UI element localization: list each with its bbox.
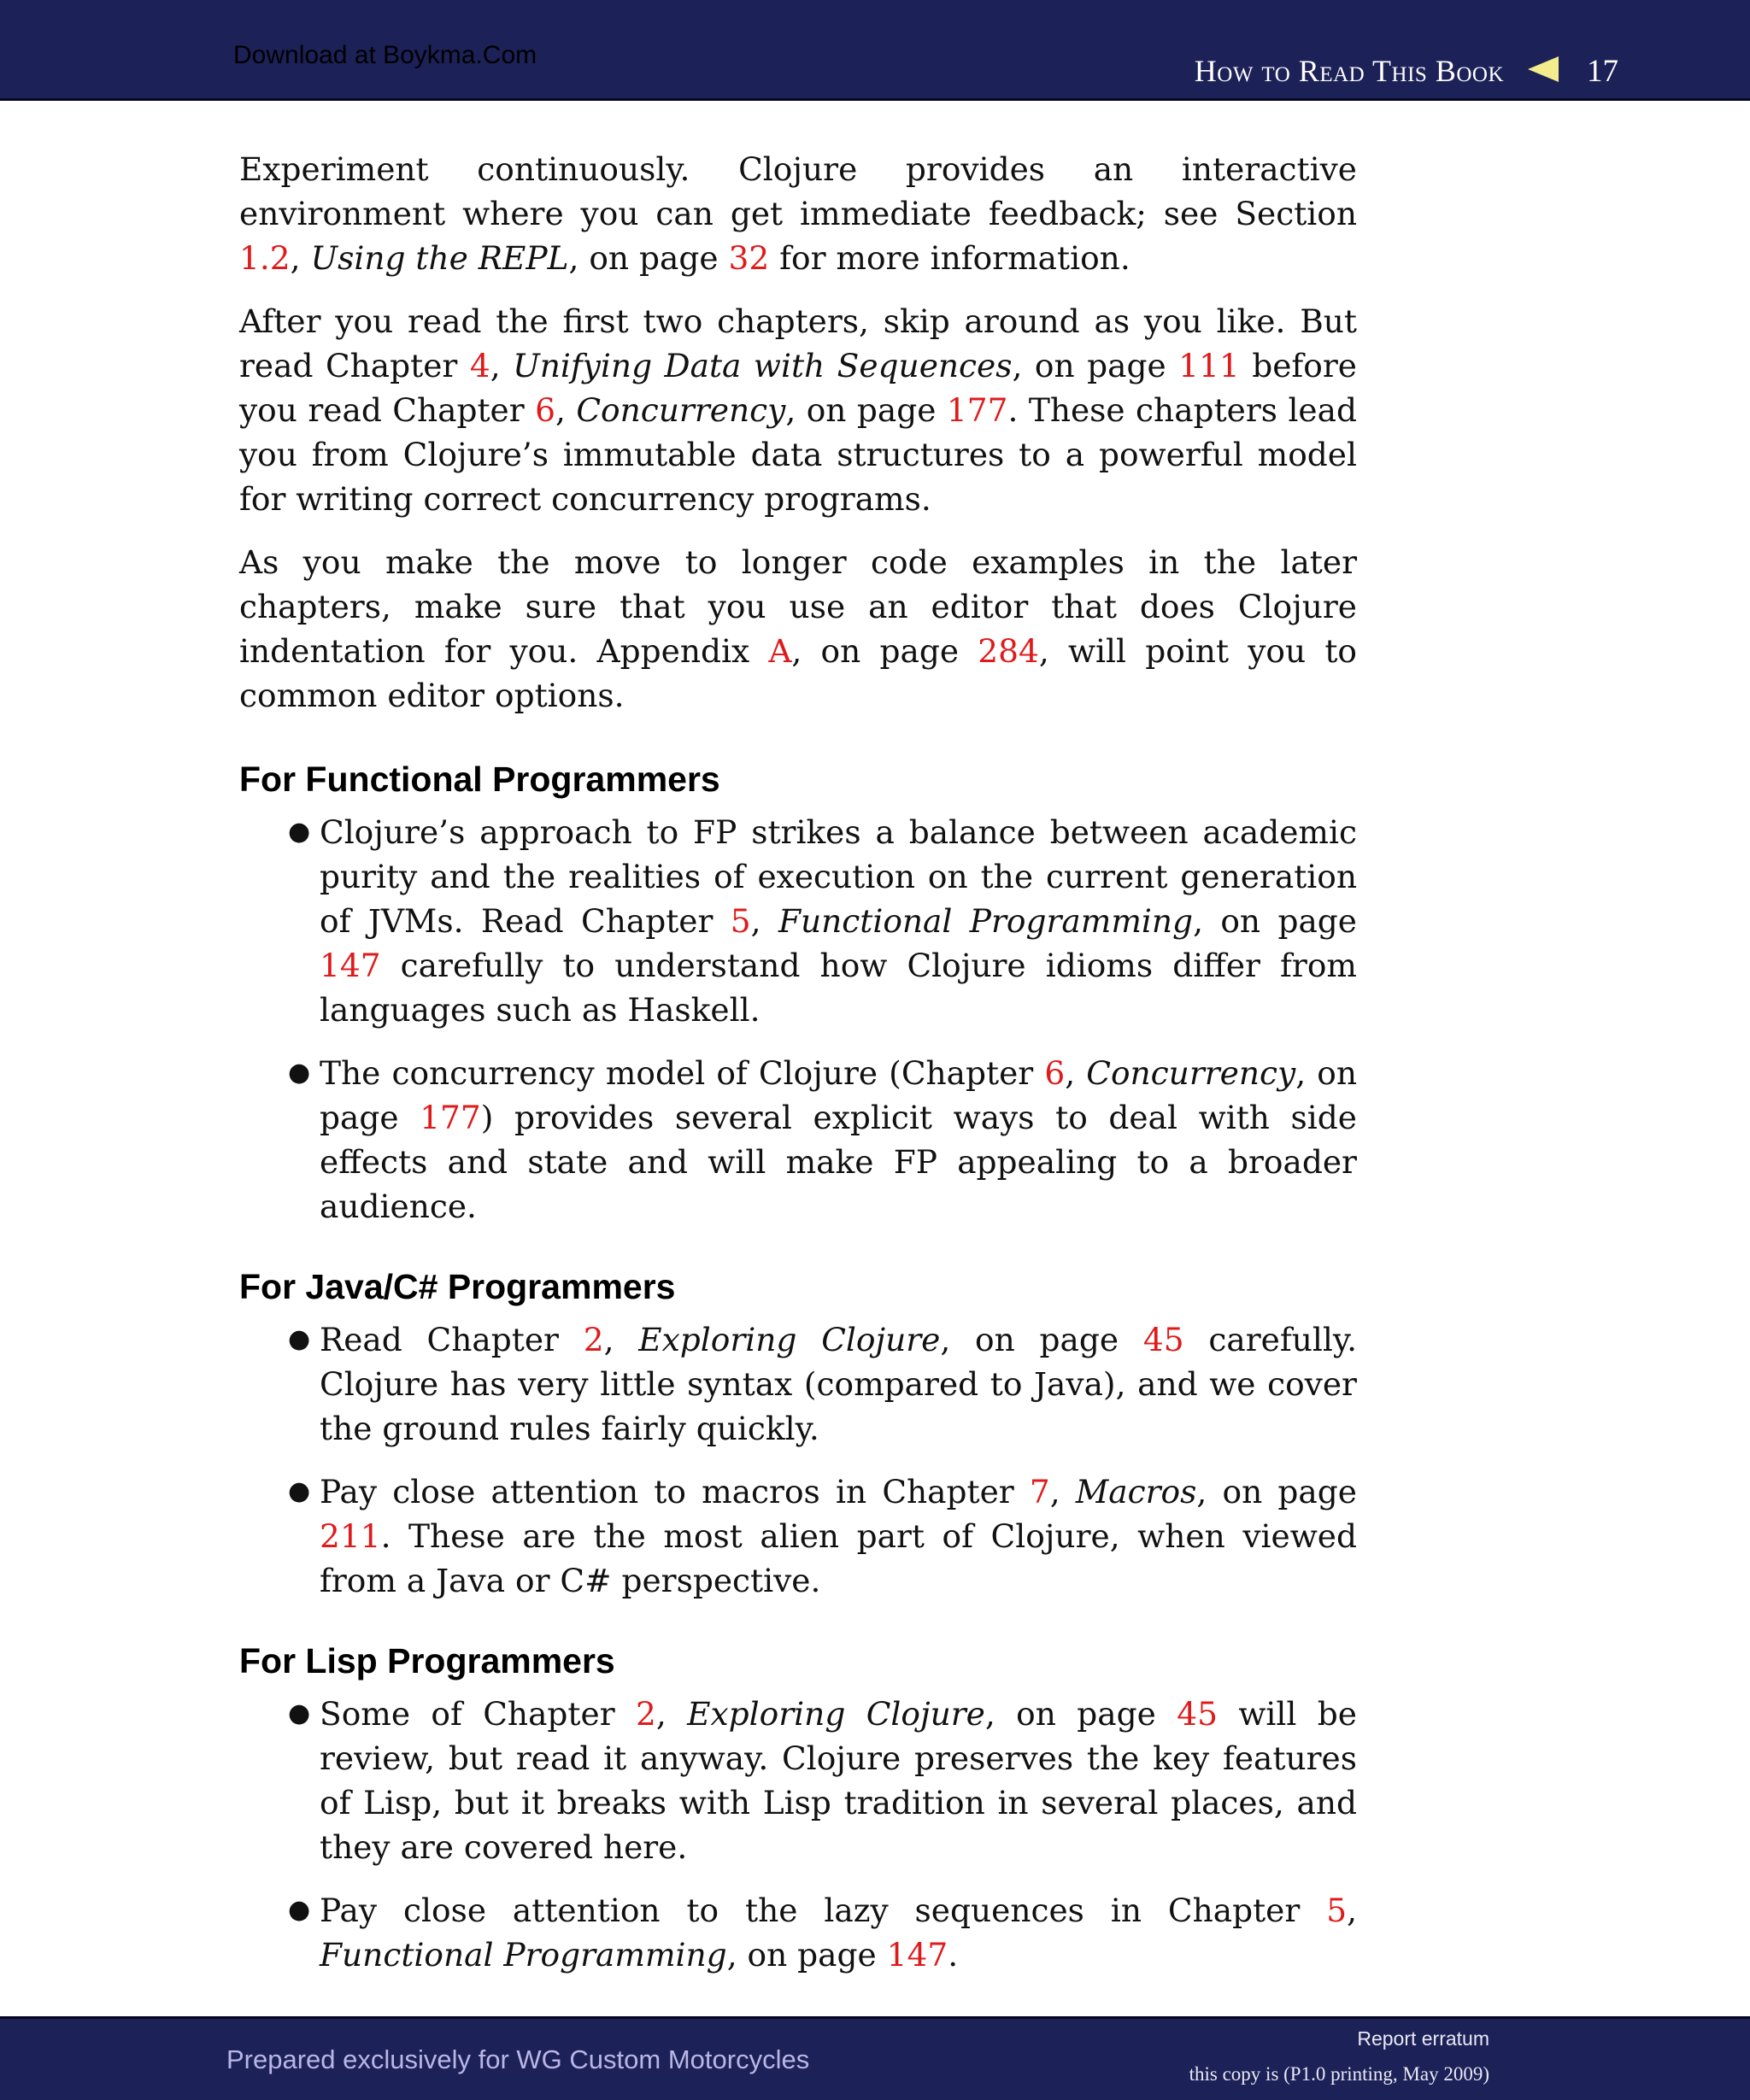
text: . [948,1936,959,1974]
chapter-title: Macros [1075,1473,1197,1510]
text: will be review, but read it anyway. Clojure preserves the key features of Lisp, but it breaks with Lisp tradition in several places, and they are covered here. [320,1695,1357,1866]
text: . These are the most alien part of Clojure, when viewed from a Java or C# perspective. [320,1517,1357,1599]
section-heading-java: For Java/C# Programmers [239,1267,676,1306]
page-header [0,0,1750,101]
text: Experiment continuously. Clojure provides an interactive environment where you can get immediate feedback; see Section [239,150,1357,232]
section-heading-lisp: For Lisp Programmers [239,1641,615,1681]
bullet-icon: ● [288,1476,311,1506]
copy-info: this copy is (P1.0 printing, May 2009) [1189,2063,1489,2085]
page-link[interactable]: 45 [1177,1695,1218,1733]
page-link[interactable]: 177 [420,1099,481,1136]
page-body [239,147,1357,1996]
text: , on page [1196,1473,1357,1510]
text: Clojure’s approach to FP strikes a balance between academic purity and the realities of execution on the current generation of JVMs. Read Chapter [320,813,1357,940]
text: , [1065,1054,1087,1092]
text: , on page [568,239,729,277]
chapter-title: Unifying Data with Sequences [513,347,1013,384]
chapter-link[interactable]: 4 [469,347,490,384]
text: , on page [320,1054,1357,1136]
download-watermark: Download at Boykma.Com [233,41,537,69]
text: , on page [791,632,978,670]
section-title: Using the REPL [310,239,569,277]
chapter-title: Concurrency [1086,1054,1296,1092]
text: Some of Chapter [320,1695,636,1733]
chapter-title: Exploring Clojure [638,1321,941,1358]
text: ) provides several explicit ways to deal with side effects and state and will make FP appealing to a broader audience. [320,1099,1357,1225]
report-erratum-link[interactable]: Report erratum [1357,2027,1489,2050]
bullet-icon: ● [288,1895,311,1925]
list-item [239,1469,1357,1603]
chapter-title: Exploring Clojure [687,1695,985,1733]
text: , on page [940,1321,1143,1358]
chapter-link[interactable]: 2 [583,1321,604,1358]
text: , [290,239,311,277]
chapter-title: Functional Programming [320,1936,727,1974]
page-link[interactable]: 211 [320,1517,381,1555]
text: , on page [1193,902,1357,940]
prepared-for-text: Prepared exclusively for WG Custom Motorcycles [226,2044,810,2074]
text: , on page [984,1695,1177,1733]
chapter-title: Functional Programming [778,902,1194,940]
intro-paragraph-1 [239,147,1357,280]
list-item [239,1051,1357,1229]
appendix-link[interactable]: A [768,632,792,670]
page-link[interactable]: 32 [728,239,770,277]
list-item [239,1692,1357,1869]
text: , on page [785,391,947,429]
page-link[interactable]: 111 [1178,347,1240,384]
page-link[interactable]: 177 [946,391,1008,429]
running-title: How to Read This Book [1194,54,1504,88]
section-link[interactable]: 1.2 [239,239,291,277]
text: , [603,1321,639,1358]
text: , on page [726,1936,887,1974]
text: After you read the first two chapters, skip around as you like. But read Chapter [239,302,1357,384]
text: , [1347,1892,1357,1929]
chapter-link[interactable]: 5 [1326,1892,1348,1929]
chapter-link[interactable]: 6 [1044,1054,1066,1092]
text: As you make the move to longer code examples in the later chapters, make sure that you use an editor that does Clojure indentation for you. Appendix [239,543,1357,670]
chapter-link[interactable]: 2 [636,1695,656,1733]
text: The concurrency model of Clojure (Chapter [320,1054,1045,1092]
text: , [750,902,778,940]
section-heading-functional: For Functional Programmers [239,760,720,799]
text: , on page [1012,347,1179,384]
chapter-link[interactable]: 5 [730,902,751,940]
list-item [239,1317,1357,1451]
chapter-title: Concurrency [576,391,786,429]
page-footer [0,2016,1750,2100]
text: , [555,391,577,429]
lisp-bullets [239,1692,1357,1977]
text: , [655,1695,688,1733]
left-arrow-icon[interactable] [1528,56,1559,82]
page-link[interactable]: 284 [978,632,1039,670]
page-number: 17 [1587,54,1618,89]
text: Pay close attention to macros in Chapter [320,1473,1030,1510]
text: before you read Chapter [239,347,1357,429]
bullet-icon: ● [288,1058,311,1088]
bullet-icon: ● [288,1698,311,1728]
functional-bullets [239,810,1357,1229]
chapter-link[interactable]: 7 [1029,1473,1050,1510]
bullet-icon: ● [288,817,311,847]
list-item [239,1888,1357,1977]
text: , [1049,1473,1076,1510]
text: carefully to understand how Clojure idioms differ from languages such as Haskell. [320,947,1357,1029]
java-bullets [239,1317,1357,1603]
text: Pay close attention to the lazy sequences in Chapter [320,1892,1327,1929]
list-item [239,810,1357,1032]
bullet-icon: ● [288,1324,311,1354]
text: , [490,347,514,384]
chapter-link[interactable]: 6 [535,391,555,429]
intro-paragraph-2 [239,299,1357,521]
text: for more information. [769,239,1130,277]
text: carefully. Clojure has very little syntax (compared to Java), and we cover the ground rules fairly quickly. [320,1321,1357,1447]
intro-paragraph-3 [239,540,1357,718]
page-link[interactable]: 45 [1142,1321,1184,1358]
page-link[interactable]: 147 [886,1936,948,1974]
page-link[interactable]: 147 [320,947,381,984]
text: . These chapters lead you from Clojure’s immutable data structures to a powerful model for writing correct concurrency programs. [239,391,1357,518]
text: Read Chapter [320,1321,584,1358]
text: , will point you to common editor options. [239,632,1357,714]
